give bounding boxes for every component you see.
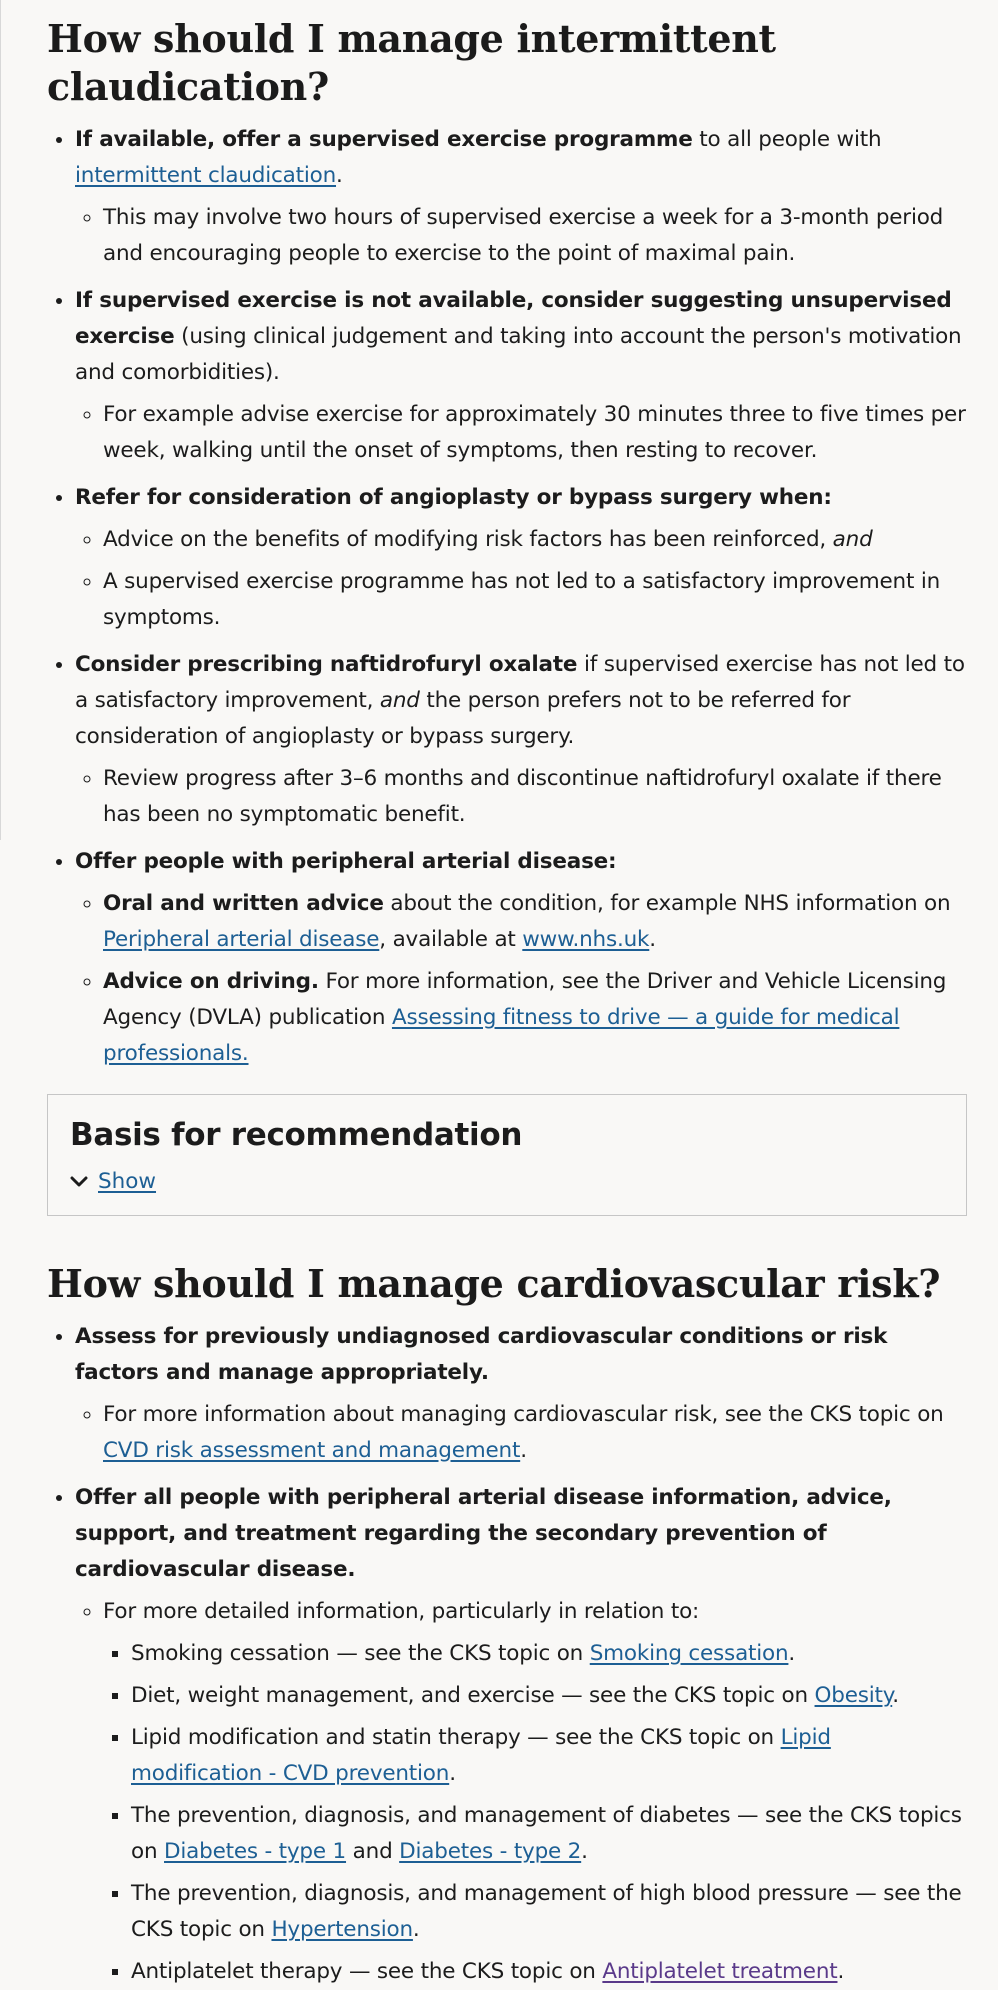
basis-for-recommendation-card	[47, 1094, 967, 1216]
main-content	[47, 0, 967, 1990]
item-bold: Refer for consideration of angioplasty or bypass surgery when:	[75, 485, 832, 510]
item-text: For more information about managing cardiovascular risk, see the CKS topic on	[103, 1402, 944, 1427]
link-diabetes-type-1[interactable]: Diabetes - type 1	[164, 1839, 347, 1864]
item-text: .	[520, 1438, 527, 1463]
item-emphasis: and	[832, 527, 873, 552]
sub-list	[75, 886, 967, 1072]
item-text: .	[788, 1641, 796, 1666]
topic-item	[131, 1720, 967, 1792]
topic-item	[131, 1636, 967, 1672]
item-text: Diet, weight management, and exercise — see the CKS topic on	[131, 1683, 815, 1708]
item-text: to all people with	[692, 127, 882, 152]
basis-title: Basis for recommendation	[70, 1117, 523, 1153]
item-text: .	[892, 1683, 899, 1708]
sub-list-item: ◦ This may involve two hours of supervised exercise a week for a 3-month period and encouraging people to exercise to the point of maximal pain.	[103, 200, 967, 272]
item-text: if supervised exercise has not led to a satisfactory improvement,	[75, 652, 965, 713]
item-bold: If supervised exercise is not available, consider suggesting unsupervised exercise	[75, 288, 952, 349]
item-bold: Assess for previously undiagnosed cardiovascular conditions or risk factors and manage appropriately.	[75, 1324, 888, 1385]
list-item	[75, 1319, 967, 1469]
list-item	[75, 1480, 967, 1990]
sub-list-item: ◦ For example advise exercise for approximately 30 minutes three to five times per week, walking until the onset of symptoms, then resting to recover.	[103, 397, 967, 469]
link-obesity[interactable]: Obesity	[814, 1683, 893, 1708]
link-smoking-cessation[interactable]: Smoking cessation	[589, 1641, 789, 1666]
item-text: and	[346, 1839, 400, 1864]
item-text: (using clinical judgement and taking into account the person's motivation and comorbidities).	[75, 324, 962, 385]
link-lipid-modification[interactable]: Lipid modification - CVD prevention	[131, 1725, 831, 1786]
section-heading-cardiovascular-risk: How should I manage cardiovascular risk?	[47, 1261, 941, 1306]
item-text: Antiplatelet therapy — see the CKS topic on	[131, 1959, 603, 1984]
item-text: the person prefers not to be referred for consideration of angioplasty or bypass surgery.	[75, 688, 851, 749]
item-emphasis: and	[379, 688, 420, 713]
show-link[interactable]: Show	[98, 1169, 157, 1194]
sub-list	[75, 200, 967, 272]
item-text: Smoking cessation — see the CKS topic on	[131, 1641, 590, 1666]
link-nhs-website[interactable]: www.nhs.uk	[522, 927, 650, 952]
item-text: about the condition, for example NHS information on	[383, 891, 951, 916]
topic-item	[131, 1678, 967, 1714]
section-heading-claudication: How should I manage intermittent claudication?	[47, 16, 776, 109]
item-bold: Consider prescribing naftidrofuryl oxalate	[75, 652, 578, 677]
item-text: , available at	[379, 927, 523, 952]
item-text: .	[412, 1917, 420, 1942]
sub-list	[75, 1397, 967, 1469]
list-item	[75, 122, 967, 272]
topic-item	[131, 1798, 967, 1870]
claudication-list	[47, 122, 967, 1072]
item-bold: Offer people with peripheral arterial disease:	[75, 849, 617, 874]
show-toggle[interactable]	[70, 1167, 944, 1197]
list-item	[75, 480, 967, 636]
link-intermittent-claudication[interactable]: intermittent claudication	[75, 163, 337, 188]
link-assessing-fitness-to-drive[interactable]: Assessing fitness to drive — a guide for medical professionals.	[103, 1005, 900, 1066]
link-antiplatelet-treatment[interactable]: Antiplatelet treatment	[602, 1959, 838, 1984]
item-bold: Oral and written advice	[103, 891, 384, 916]
sub-list-item	[103, 886, 967, 958]
list-item	[75, 844, 967, 1072]
link-hypertension[interactable]: Hypertension	[271, 1917, 413, 1942]
topic-item	[131, 1876, 967, 1948]
sub-list-item	[103, 964, 967, 1072]
sub-list-item	[103, 1594, 967, 1990]
cardiovascular-list	[47, 1319, 967, 1990]
item-text: .	[336, 163, 343, 188]
item-text: .	[581, 1839, 588, 1864]
item-text: .	[449, 1761, 456, 1786]
item-text: For more information, see the Driver and Vehicle Licensing Agency (DVLA) publication	[103, 969, 947, 1030]
sub-list	[75, 1594, 967, 1990]
sub-list-item	[103, 1397, 967, 1469]
sub-list	[75, 761, 967, 833]
item-text: Lipid modification and statin therapy — see the CKS topic on	[131, 1725, 781, 1750]
item-text: The prevention, diagnosis, and management of high blood pressure — see the CKS topic on	[131, 1881, 962, 1942]
sub-list-item: ◦ A supervised exercise programme has not led to a satisfactory improvement in symptoms.	[103, 564, 967, 636]
link-cvd-risk-assessment[interactable]: CVD risk assessment and management	[103, 1438, 521, 1463]
item-text: .	[837, 1959, 845, 1984]
link-diabetes-type-2[interactable]: Diabetes - type 2	[399, 1839, 582, 1864]
item-bold: If available, offer a supervised exercise programme	[75, 127, 693, 152]
list-item	[75, 647, 967, 833]
item-bold: Advice on driving.	[103, 969, 319, 994]
sub-list-item	[103, 522, 967, 558]
sub-list-item: ◦ Review progress after 3–6 months and discontinue naftidrofuryl oxalate if there has been no symptomatic benefit.	[103, 761, 967, 833]
sub-list	[75, 522, 967, 636]
link-peripheral-arterial-disease[interactable]: Peripheral arterial disease	[103, 927, 380, 952]
topic-item	[131, 1954, 967, 1990]
item-text: For more detailed information, particularly in relation to:	[103, 1599, 700, 1624]
topic-list	[103, 1636, 967, 1990]
left-border	[0, 0, 1, 840]
item-text: Advice on the benefits of modifying risk factors has been reinforced,	[103, 527, 833, 552]
list-item	[75, 283, 967, 469]
item-bold: Offer all people with peripheral arterial disease information, advice, support, and treatment regarding the secondary prevention of cardiovascular disease.	[75, 1485, 892, 1582]
item-text: The prevention, diagnosis, and management of diabetes — see the CKS topics on	[131, 1803, 962, 1864]
chevron-down-icon	[70, 1176, 88, 1188]
item-text: .	[649, 927, 656, 952]
sub-list	[75, 397, 967, 469]
